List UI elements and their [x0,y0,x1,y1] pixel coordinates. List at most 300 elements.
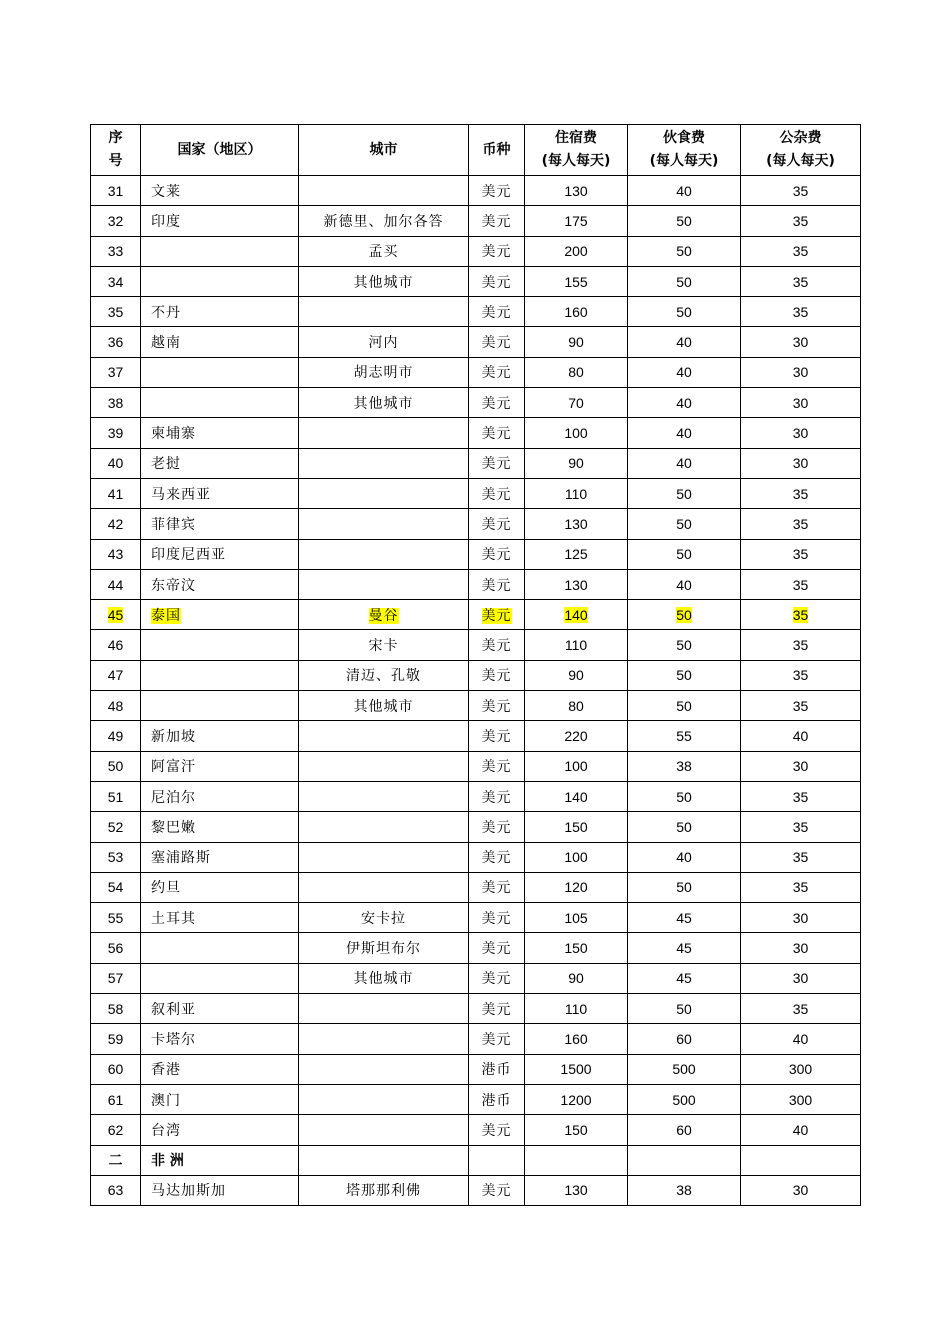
cell-lodging-text: 90 [568,667,584,684]
cell-city [299,660,469,690]
cell-no-text: 62 [107,1121,124,1138]
cell-currency-text: 美元 [481,426,512,443]
table-row [91,721,861,751]
cell-misc [741,539,861,569]
cell-misc [741,842,861,872]
table-row [91,448,861,478]
cell-food [628,721,741,751]
cell-misc-text: 300 [788,1061,813,1078]
cell-country-text: 老挝 [151,456,181,473]
cell-country-text: 泰国 [151,607,181,624]
cell-lodging-text: 130 [564,182,588,199]
cell-misc [741,751,861,781]
cell-no-text: 54 [107,879,124,896]
cell-currency-text: 美元 [481,1001,512,1018]
cell-misc [741,388,861,418]
cell-currency-text: 美元 [481,244,512,261]
cell-lodging-text: 150 [564,1121,588,1138]
cell-city [299,781,469,811]
cell-no-text: 二 [108,1152,123,1169]
cell-misc [741,1054,861,1084]
cell-country-text: 叙利亚 [151,1001,196,1018]
cell-no [91,569,141,599]
cell-no-text: 37 [107,364,124,381]
cell-no-text: 58 [107,1000,124,1017]
cell-food [628,357,741,387]
cell-lodging-text: 200 [564,243,588,260]
cell-country-text: 马达加斯加 [151,1183,226,1200]
cell-no [91,539,141,569]
cell-city [299,357,469,387]
cell-country-text: 印度尼西亚 [151,547,226,564]
cell-no [91,1054,141,1084]
cell-food-text: 50 [676,606,692,623]
cell-lodging [525,691,628,721]
cell-misc-text: 35 [792,212,809,229]
cell-no-text: 50 [107,758,124,775]
cell-misc-text: 30 [792,970,809,987]
cell-currency-text: 美元 [481,577,512,594]
cell-no-text: 42 [107,515,124,532]
cell-food [628,781,741,811]
cell-no-text: 45 [107,606,124,623]
cell-misc [741,418,861,448]
cell-city-text: 清迈、孔敬 [346,668,421,685]
cell-currency-text: 美元 [481,1183,512,1200]
cell-country [141,297,299,327]
cell-currency-text: 美元 [481,850,512,867]
cell-currency-text: 美元 [481,304,512,321]
cell-lodging [525,1115,628,1145]
cell-food [628,448,741,478]
table-row [91,660,861,690]
cell-city [299,388,469,418]
table-row [91,963,861,993]
cell-currency [469,206,525,236]
cell-food-text: 45 [676,940,692,957]
cell-lodging [525,660,628,690]
cell-food-text: 50 [676,788,692,805]
cell-city-text: 河内 [368,335,399,352]
cell-food [628,266,741,296]
cell-country [141,266,299,296]
cell-food-text: 60 [676,1030,692,1047]
cell-food [628,600,741,630]
cell-lodging [525,812,628,842]
cell-lodging [525,994,628,1024]
cell-country [141,509,299,539]
table-row [91,903,861,933]
cell-city [299,963,469,993]
cell-country [141,994,299,1024]
cell-currency [469,478,525,508]
cell-misc-text: 35 [792,273,809,290]
cell-city [299,1115,469,1145]
cell-country [141,478,299,508]
cell-country [141,630,299,660]
cell-currency-text: 美元 [481,638,512,655]
cell-city [299,569,469,599]
cell-food-text: 50 [676,818,692,835]
cell-misc-text: 35 [792,546,809,563]
header-country: 国家（地区） [141,125,299,176]
cell-food-text: 50 [676,515,692,532]
cell-currency [469,176,525,206]
cell-country [141,206,299,236]
cell-lodging [525,569,628,599]
cell-country-text: 文莱 [151,183,181,200]
cell-no [91,176,141,206]
cell-country [141,1054,299,1084]
cell-country [141,236,299,266]
cell-currency-text: 美元 [481,910,512,927]
table-body [91,176,861,1206]
cell-country [141,176,299,206]
cell-city-text: 胡志明市 [353,365,414,382]
cell-no-text: 39 [107,425,124,442]
cell-city [299,1175,469,1205]
cell-city [299,751,469,781]
cell-currency [469,630,525,660]
cell-misc-text: 35 [792,788,809,805]
cell-misc-text: 35 [792,182,809,199]
cell-country [141,781,299,811]
cell-currency [469,236,525,266]
cell-misc-text: 35 [792,576,809,593]
cell-city [299,327,469,357]
cell-country-text: 马来西亚 [151,486,211,503]
cell-no [91,600,141,630]
cell-currency [469,509,525,539]
cell-no-text: 55 [107,909,124,926]
cell-currency [469,903,525,933]
cell-lodging [525,448,628,478]
cell-misc-text: 35 [792,667,809,684]
cell-currency-text: 美元 [481,880,512,897]
cell-food-text: 50 [676,243,692,260]
table-header-row [91,125,861,176]
cell-lodging-text: 90 [568,970,584,987]
cell-country [141,357,299,387]
cell-city-text: 曼谷 [368,607,399,624]
cell-lodging [525,297,628,327]
table-row [91,751,861,781]
cell-misc-text: 40 [792,1121,809,1138]
cell-food-text: 50 [676,273,692,290]
cell-country [141,539,299,569]
cell-lodging-text: 140 [564,788,588,805]
table-row [91,1115,861,1145]
cell-currency-text: 美元 [481,183,512,200]
cell-no [91,994,141,1024]
cell-food-text: 40 [676,849,692,866]
cell-misc-text: 35 [792,606,809,623]
cell-food [628,509,741,539]
cell-currency-text: 美元 [481,759,512,776]
cell-food-text: 50 [676,1000,692,1017]
cell-lodging-text: 1200 [560,1091,592,1108]
cell-misc [741,994,861,1024]
cell-no-text: 33 [107,243,124,260]
cell-country [141,963,299,993]
cell-city [299,1054,469,1084]
cell-city [299,872,469,902]
cell-city [299,691,469,721]
cell-no-text: 60 [107,1061,124,1078]
cell-no-text: 32 [107,212,124,229]
cell-currency-text: 美元 [481,698,512,715]
cell-food [628,1054,741,1084]
cell-misc [741,660,861,690]
cell-no [91,872,141,902]
cell-city [299,1084,469,1114]
cell-food-text: 50 [676,697,692,714]
cell-food-text: 55 [676,727,692,744]
cell-lodging-text: 100 [564,849,588,866]
table-row [91,691,861,721]
cell-misc-text: 35 [792,1000,809,1017]
cell-currency-text: 港币 [481,1092,512,1109]
cell-lodging-text: 110 [564,485,588,502]
cell-currency-text: 美元 [481,668,512,685]
cell-food [628,236,741,266]
cell-lodging [525,842,628,872]
cell-city-text: 其他城市 [353,395,414,412]
cell-lodging [525,539,628,569]
cell-no [91,357,141,387]
table-row [91,1084,861,1114]
table-row [91,872,861,902]
table-row [91,933,861,963]
cell-currency [469,781,525,811]
cell-misc [741,721,861,751]
cell-no [91,721,141,751]
cell-misc-text: 35 [792,485,809,502]
cell-country-text: 印度 [151,213,181,230]
cell-misc-text: 30 [792,334,809,351]
expense-standards-table [90,124,861,1206]
cell-lodging-text: 175 [564,212,588,229]
cell-city-text: 新德里、加尔各答 [323,213,444,230]
cell-food-text: 50 [676,303,692,320]
cell-food-text: 50 [676,485,692,502]
cell-country [141,751,299,781]
cell-misc [741,963,861,993]
cell-currency-text: 美元 [481,395,512,412]
cell-no-text: 43 [107,546,124,563]
cell-city-text: 其他城市 [353,971,414,988]
cell-city-text: 塔那那利佛 [346,1183,421,1200]
cell-currency [469,691,525,721]
cell-misc-text: 40 [792,1030,809,1047]
cell-misc-text: 35 [792,637,809,654]
cell-misc-text: 30 [792,394,809,411]
cell-currency-text: 美元 [481,456,512,473]
cell-no [91,448,141,478]
cell-lodging [525,418,628,448]
header-misc: 公杂费 (每人每天) [741,125,861,176]
table-row [91,297,861,327]
cell-food [628,327,741,357]
cell-city [299,933,469,963]
cell-misc [741,1115,861,1145]
cell-currency [469,660,525,690]
cell-no [91,812,141,842]
cell-currency-text: 美元 [481,274,512,291]
cell-lodging [525,478,628,508]
cell-misc [741,236,861,266]
cell-currency-text: 美元 [481,1031,512,1048]
cell-no [91,842,141,872]
cell-lodging-text: 90 [568,455,584,472]
cell-misc [741,1145,861,1175]
cell-country-text: 卡塔尔 [151,1031,196,1048]
cell-food [628,206,741,236]
cell-misc-text: 35 [792,243,809,260]
cell-lodging-text: 70 [568,394,584,411]
cell-food [628,963,741,993]
table-row [91,266,861,296]
cell-food-text: 50 [676,879,692,896]
cell-currency-text: 美元 [481,547,512,564]
cell-misc [741,478,861,508]
cell-currency [469,388,525,418]
cell-lodging-text: 80 [568,697,584,714]
table-row [91,569,861,599]
cell-misc-text: 30 [792,364,809,381]
cell-currency [469,448,525,478]
cell-lodging-text: 130 [564,1182,588,1199]
cell-misc [741,903,861,933]
cell-lodging [525,1054,628,1084]
cell-lodging-text: 140 [564,606,588,623]
cell-currency [469,357,525,387]
cell-currency-text: 美元 [481,819,512,836]
cell-misc-text: 30 [792,455,809,472]
table-row [91,206,861,236]
cell-currency [469,1115,525,1145]
cell-lodging [525,903,628,933]
cell-city [299,630,469,660]
cell-food [628,691,741,721]
cell-misc [741,812,861,842]
document-page [90,124,860,1206]
cell-city [299,176,469,206]
cell-lodging [525,509,628,539]
cell-lodging [525,1024,628,1054]
cell-lodging [525,963,628,993]
cell-lodging-text: 155 [564,273,588,290]
cell-lodging [525,206,628,236]
cell-food-text: 50 [676,637,692,654]
cell-lodging [525,781,628,811]
cell-city [299,994,469,1024]
cell-food [628,903,741,933]
cell-food-text: 50 [676,546,692,563]
cell-no-text: 53 [107,849,124,866]
cell-food [628,812,741,842]
cell-country-text: 香港 [151,1062,181,1079]
cell-misc [741,933,861,963]
cell-no [91,630,141,660]
cell-lodging [525,176,628,206]
cell-misc-text: 35 [792,303,809,320]
cell-country-text: 黎巴嫩 [151,819,196,836]
cell-currency-text: 港币 [481,1062,512,1079]
table-row [91,600,861,630]
cell-no [91,478,141,508]
cell-city [299,812,469,842]
cell-no [91,1145,141,1175]
cell-misc [741,630,861,660]
cell-no [91,1024,141,1054]
cell-currency-text: 美元 [481,971,512,988]
cell-country [141,903,299,933]
table-row [91,1024,861,1054]
cell-food [628,630,741,660]
cell-lodging-text: 100 [564,758,588,775]
cell-lodging [525,266,628,296]
cell-lodging-text: 160 [564,303,588,320]
cell-country-text: 菲律宾 [151,516,196,533]
cell-country [141,388,299,418]
cell-country-text: 非 洲 [151,1153,184,1170]
cell-lodging-text: 130 [564,515,588,532]
cell-misc [741,176,861,206]
cell-currency [469,1054,525,1084]
table-row [91,842,861,872]
cell-misc-text: 30 [792,758,809,775]
cell-misc [741,569,861,599]
cell-no-text: 48 [107,697,124,714]
header-currency: 币种 [469,125,525,176]
table-row [91,418,861,448]
cell-city [299,600,469,630]
table-row [91,781,861,811]
cell-food [628,994,741,1024]
cell-no [91,691,141,721]
cell-food [628,751,741,781]
cell-country [141,691,299,721]
cell-food [628,1024,741,1054]
header-lodging: 住宿费 (每人每天) [525,125,628,176]
cell-country-text: 不丹 [151,304,181,321]
cell-lodging-text: 80 [568,364,584,381]
cell-lodging-text: 1500 [560,1061,592,1078]
cell-lodging-text: 160 [564,1030,588,1047]
cell-lodging [525,1145,628,1175]
cell-food-text: 45 [676,909,692,926]
cell-country-text: 尼泊尔 [151,789,196,806]
cell-no-text: 61 [107,1091,124,1108]
cell-currency [469,297,525,327]
table-row [91,994,861,1024]
cell-food [628,842,741,872]
cell-no-text: 36 [107,334,124,351]
cell-food-text: 500 [672,1061,696,1078]
cell-city-text: 伊斯坦布尔 [346,941,421,958]
cell-city [299,266,469,296]
cell-lodging-text: 110 [564,637,588,654]
cell-country [141,842,299,872]
cell-no-text: 31 [107,182,124,199]
table-row [91,812,861,842]
cell-city [299,418,469,448]
cell-misc-text: 35 [792,697,809,714]
cell-food-text: 38 [676,758,692,775]
cell-city [299,448,469,478]
cell-no [91,388,141,418]
